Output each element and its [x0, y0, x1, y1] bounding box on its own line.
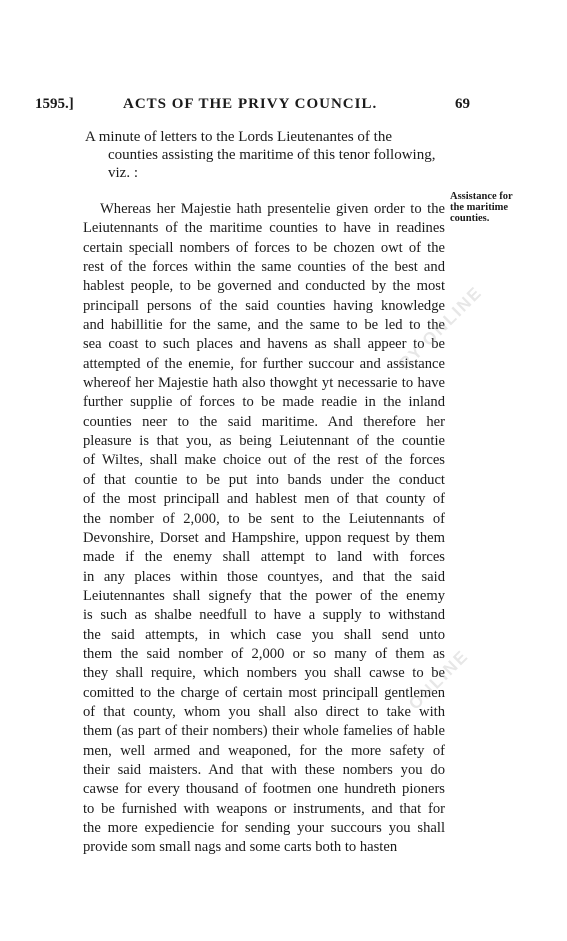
- body-paragraph: [83, 200, 445, 858]
- watermark: ONLINE: [405, 646, 473, 714]
- body-line: rest of the forces within the same counties of the best and: [83, 259, 445, 276]
- body-line: their said maisters. And that with these nombers you do: [83, 761, 445, 778]
- body-line: of the most principall and hablest men of that county of: [83, 491, 445, 508]
- body-line: made if the enemy shall attempt to land with forces: [83, 549, 445, 566]
- margin-note-line: the maritime: [450, 202, 509, 213]
- body-line: them the said nomber of 2,000 or so many of them as: [83, 645, 445, 662]
- body-line: the nomber of 2,000, to be sent to the Leiutennants of: [83, 510, 445, 527]
- body-line: the more expediencie for sending your succours you shall: [83, 820, 445, 836]
- running-title: ACTS OF THE PRIVY COUNCIL.: [123, 96, 378, 112]
- body-line: cawse for every thousand of footmen one hundreth pioners: [83, 781, 445, 798]
- body-line: of that countie to be put into bands under the conduct: [83, 471, 445, 488]
- watermark: RY ONLINE: [395, 282, 486, 374]
- body-line: attempted of the enemie, for further succour and assistance: [83, 355, 445, 372]
- body-line: them (as part of their nombers) their whole famelies of hable: [83, 723, 445, 740]
- minute-line: A minute of letters to the Lords Lieutenantes of the: [85, 129, 393, 145]
- body-line: principall persons of the said counties having knowledge: [83, 297, 445, 314]
- body-line: of Wiltes, shall make choice out of the rest of the forces: [83, 452, 445, 469]
- body-line: provide som small nags and some carts both to hasten: [83, 839, 398, 856]
- body-line: of that county, whom you shall also direct to take with: [83, 703, 445, 720]
- body-line: counties neer to the said maritime. And therefore her: [83, 413, 445, 430]
- body-line: Devonshire, Dorset and Hampshire, uppon request by them: [83, 529, 445, 546]
- page-number: 69: [455, 96, 470, 112]
- body-line: sea coast to such places and havens as shall appeer to be: [83, 336, 445, 353]
- margin-note-line: Assistance for: [450, 191, 513, 202]
- minute-line: viz. :: [108, 165, 138, 181]
- body-line: comitted to the charge of certain most principall gentlemen: [83, 684, 445, 701]
- body-line: in any places within those countyes, and that the said: [83, 568, 445, 585]
- body-line: and habillitie for the same, and the same to be led to the: [83, 317, 445, 334]
- body-line: pleasure is that you, as being Leiutennant of the countie: [83, 433, 445, 450]
- body-line: men, well armed and weaponed, for the more safety of: [83, 742, 445, 759]
- body-line: is such as shalbe needfull to have a supply to withstand: [83, 607, 445, 624]
- body-line: hablest people, to be governed and conducted by the most: [83, 278, 445, 295]
- body-line: whereof her Majestie hath also thowght yt necessarie to have: [83, 375, 445, 392]
- body-line: further supplie of forces to be made readie in the inland: [83, 394, 445, 411]
- minute-line: counties assisting the maritime of this tenor following,: [108, 147, 436, 163]
- body-line: they shall require, which nombers you shall cawse to be: [83, 665, 445, 682]
- minute-heading: [85, 128, 485, 182]
- body-line: Leiutennants of the maritime counties to have in readines: [83, 220, 445, 237]
- margin-note: [450, 191, 560, 224]
- body-line: certain speciall nombers of forces to be chozen owt of the: [83, 239, 445, 256]
- header-year: 1595.]: [35, 96, 74, 112]
- body-line: to be furnished with weapons or instruments, and that for: [83, 800, 445, 817]
- margin-note-line: counties.: [450, 213, 490, 224]
- body-line: the said attempts, in which case you shall send unto: [83, 626, 445, 643]
- page-header: [35, 96, 475, 118]
- body-line: Whereas her Majestie hath presentelie given order to the: [100, 201, 445, 217]
- body-line: Leiutennantes shall signefy that the power of the enemy: [83, 587, 445, 604]
